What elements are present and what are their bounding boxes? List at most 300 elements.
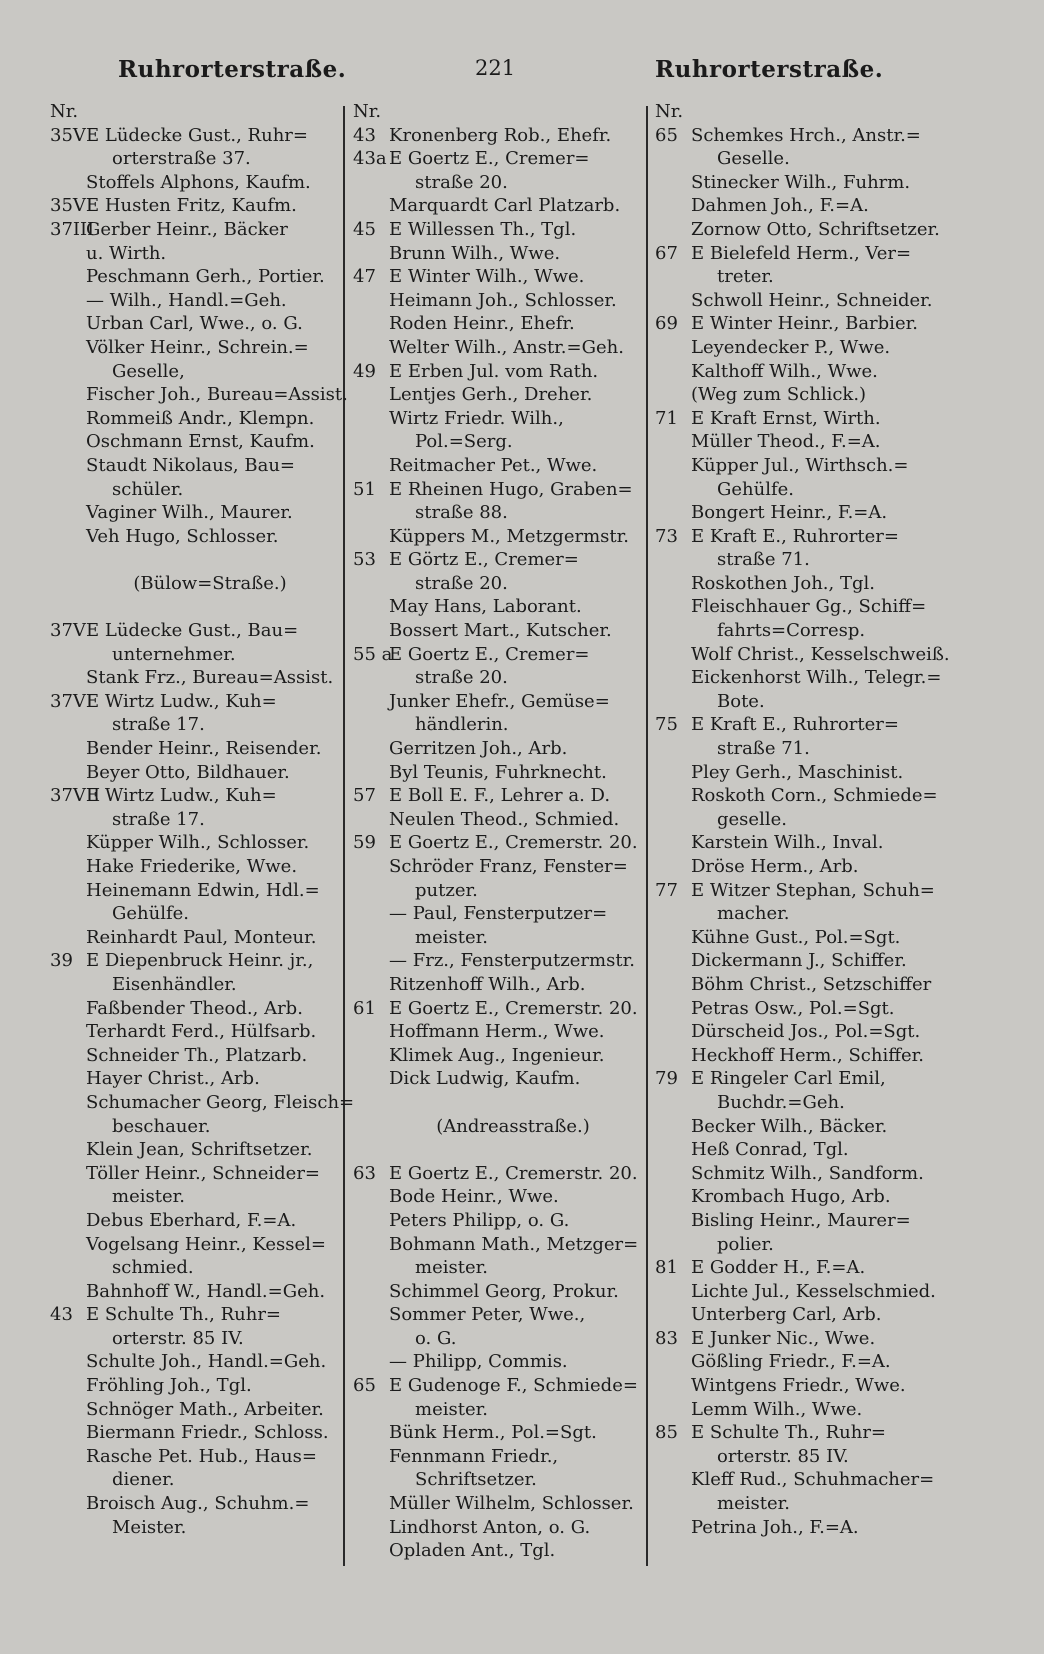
house-number: 35V xyxy=(50,124,86,146)
resident-entry: Heinemann Edwin, Hdl.= xyxy=(86,879,320,901)
list-item xyxy=(353,666,643,690)
list-item xyxy=(655,1280,985,1304)
resident-entry: Fleischhauer Gg., Schiff= xyxy=(691,596,927,618)
list-item xyxy=(50,643,340,667)
resident-entry: Küpper Jul., Wirthsch.= xyxy=(691,454,909,476)
resident-entry: Heß Conrad, Tgl. xyxy=(691,1139,849,1161)
column-divider-2 xyxy=(646,106,648,1566)
list-item xyxy=(50,289,340,313)
list-item xyxy=(353,171,643,195)
list-item xyxy=(655,194,985,218)
house-number: 53 xyxy=(353,549,376,571)
entry-continuation: unternehmer. xyxy=(112,643,236,665)
entry-continuation: straße 20. xyxy=(415,572,508,594)
resident-entry: Junker Ehefr., Gemüse= xyxy=(389,690,610,712)
resident-entry: Petras Osw., Pol.=Sgt. xyxy=(691,997,895,1019)
list-item xyxy=(353,595,643,619)
list-item xyxy=(50,1492,340,1516)
spacer xyxy=(50,548,340,572)
list-item xyxy=(655,360,985,384)
house-entry xyxy=(353,265,643,289)
resident-entry: Roskothen Joh., Tgl. xyxy=(691,572,875,594)
resident-entry: Heckhoff Herm., Schiffer. xyxy=(691,1044,925,1066)
list-item xyxy=(353,1209,643,1233)
house-number: 37V xyxy=(50,620,86,642)
resident-entry: Fröhling Joh., Tgl. xyxy=(86,1375,252,1397)
list-item xyxy=(655,430,985,454)
list-item xyxy=(50,525,340,549)
list-item xyxy=(50,454,340,478)
list-item xyxy=(353,1445,643,1469)
entry-continuation: meister. xyxy=(415,1398,488,1420)
resident-entry: E Witzer Stephan, Schuh= xyxy=(691,879,935,901)
house-number: 67 xyxy=(655,242,678,264)
resident-entry: Dahmen Joh., F.=A. xyxy=(691,195,869,217)
house-number: 37VI xyxy=(50,690,94,712)
house-entry xyxy=(50,949,340,973)
resident-entry: Vogelsang Heinr., Kessel= xyxy=(86,1233,326,1255)
resident-entry: E Ringeler Carl Emil, xyxy=(691,1068,886,1090)
list-item xyxy=(655,1492,985,1516)
resident-entry: E Schulte Th., Ruhr= xyxy=(691,1422,887,1444)
house-entry xyxy=(353,147,643,171)
resident-entry: Leyendecker P., Wwe. xyxy=(691,336,891,358)
resident-entry: E Kraft E., Ruhrorter= xyxy=(691,525,899,547)
list-item xyxy=(655,147,985,171)
list-item xyxy=(655,926,985,950)
resident-entry: E Schulte Th., Ruhr= xyxy=(86,1304,282,1326)
list-item xyxy=(353,383,643,407)
list-item xyxy=(50,1280,340,1304)
directory-column-3 xyxy=(655,100,985,1539)
house-number: 43 xyxy=(50,1304,73,1326)
list-item xyxy=(655,595,985,619)
list-item xyxy=(353,879,643,903)
resident-entry: Schnöger Math., Arbeiter. xyxy=(86,1398,324,1420)
list-item xyxy=(50,1138,340,1162)
list-item xyxy=(50,855,340,879)
list-item xyxy=(655,1162,985,1186)
list-item xyxy=(655,831,985,855)
resident-entry: Eickenhorst Wilh., Telegr.= xyxy=(691,667,942,689)
list-item xyxy=(50,1516,340,1540)
list-item xyxy=(655,1398,985,1422)
list-item xyxy=(353,430,643,454)
resident-entry: E Goertz E., Cremerstr. 20. xyxy=(389,997,638,1019)
house-number: 47 xyxy=(353,266,376,288)
resident-entry: Lichte Jul., Kesselschmied. xyxy=(691,1280,936,1302)
resident-entry: Hayer Christ., Arb. xyxy=(86,1068,260,1090)
resident-entry: Roskoth Corn., Schmiede= xyxy=(691,785,938,807)
resident-entry: Völker Heinr., Schrein.= xyxy=(86,336,309,358)
resident-entry: Dick Ludwig, Kaufm. xyxy=(389,1068,581,1090)
list-item xyxy=(50,1185,340,1209)
resident-entry: Töller Heinr., Schneider= xyxy=(86,1162,320,1184)
resident-entry: Gerritzen Joh., Arb. xyxy=(389,738,568,760)
list-item xyxy=(655,1020,985,1044)
list-item xyxy=(50,761,340,785)
entry-continuation: geselle. xyxy=(717,808,787,830)
house-number: 45 xyxy=(353,218,376,240)
list-item xyxy=(655,218,985,242)
entry-continuation: treter. xyxy=(717,266,774,288)
list-item xyxy=(353,572,643,596)
resident-entry: Lemm Wilh., Wwe. xyxy=(691,1398,863,1420)
house-number: 69 xyxy=(655,313,678,335)
list-item xyxy=(655,1374,985,1398)
list-item xyxy=(655,902,985,926)
resident-entry: Peters Philipp, o. G. xyxy=(389,1209,570,1231)
house-entry xyxy=(655,1067,985,1091)
house-entry xyxy=(353,478,643,502)
list-item xyxy=(50,713,340,737)
cross-street-heading: (Andreasstraße.) xyxy=(436,1115,590,1137)
list-item xyxy=(353,619,643,643)
resident-entry: Ritzenhoff Wilh., Arb. xyxy=(389,973,586,995)
entry-continuation: schmied. xyxy=(112,1257,194,1279)
resident-entry: E Godder H., F.=A. xyxy=(691,1257,866,1279)
entry-continuation: straße 17. xyxy=(112,808,205,830)
list-item xyxy=(655,548,985,572)
resident-entry: Broisch Aug., Schuhm.= xyxy=(86,1493,310,1515)
list-item xyxy=(655,336,985,360)
resident-entry: Kühne Gust., Pol.=Sgt. xyxy=(691,926,901,948)
list-item xyxy=(50,1233,340,1257)
list-item xyxy=(353,1516,643,1540)
resident-entry: Gerber Heinr., Bäcker xyxy=(86,218,288,240)
house-entry xyxy=(353,1162,643,1186)
house-entry xyxy=(50,218,340,242)
resident-entry: E Goertz E., Cremer= xyxy=(389,148,590,170)
resident-entry: Welter Wilh., Anstr.=Geh. xyxy=(389,336,624,358)
house-number: 57 xyxy=(353,785,376,807)
resident-entry: Roden Heinr., Ehefr. xyxy=(389,313,575,335)
resident-entry: Schwoll Heinr., Schneider. xyxy=(691,289,933,311)
list-item xyxy=(50,973,340,997)
resident-entry: Bünk Herm., Pol.=Sgt. xyxy=(389,1422,597,1444)
resident-entry: Schimmel Georg, Prokur. xyxy=(389,1280,619,1302)
resident-entry: E Rheinen Hugo, Graben= xyxy=(389,478,633,500)
house-number: 63 xyxy=(353,1162,376,1184)
house-entry xyxy=(353,784,643,808)
resident-entry: E Lüdecke Gust., Bau= xyxy=(86,620,299,642)
list-item xyxy=(655,949,985,973)
house-entry xyxy=(655,1421,985,1445)
resident-entry: E Winter Heinr., Barbier. xyxy=(691,313,918,335)
list-item xyxy=(50,902,340,926)
entry-continuation: Bote. xyxy=(717,690,765,712)
entry-continuation: Gehülfe. xyxy=(112,903,190,925)
house-number: 73 xyxy=(655,525,678,547)
resident-entry: May Hans, Laborant. xyxy=(389,596,582,618)
entry-continuation: beschauer. xyxy=(112,1115,211,1137)
resident-entry: Dickermann J., Schiffer. xyxy=(691,950,907,972)
list-item xyxy=(655,690,985,714)
house-entry xyxy=(353,360,643,384)
list-item xyxy=(353,1185,643,1209)
resident-entry: Beyer Otto, Bildhauer. xyxy=(86,761,290,783)
house-number: 37VII xyxy=(50,785,101,807)
entry-continuation: o. G. xyxy=(415,1327,457,1349)
list-item xyxy=(353,1280,643,1304)
list-item xyxy=(50,666,340,690)
list-item xyxy=(655,501,985,525)
list-item xyxy=(50,1350,340,1374)
list-item xyxy=(655,1209,985,1233)
list-item xyxy=(353,1233,643,1257)
entry-continuation: polier. xyxy=(717,1233,774,1255)
list-item xyxy=(655,1350,985,1374)
resident-entry: Schmitz Wilh., Sandform. xyxy=(691,1162,924,1184)
resident-entry: Klimek Aug., Ingenieur. xyxy=(389,1044,605,1066)
resident-entry: Biermann Friedr., Schloss. xyxy=(86,1422,329,1444)
list-item xyxy=(50,1421,340,1445)
list-item xyxy=(50,997,340,1021)
list-item xyxy=(655,1091,985,1115)
list-item xyxy=(353,973,643,997)
resident-entry: Küpper Wilh., Schlosser. xyxy=(86,832,310,854)
house-entry xyxy=(50,619,340,643)
list-item xyxy=(655,643,985,667)
resident-entry: Petrina Joh., F.=A. xyxy=(691,1516,859,1538)
list-item xyxy=(353,713,643,737)
list-item xyxy=(50,171,340,195)
house-entry xyxy=(50,194,340,218)
resident-entry: Kalthoff Wilh., Wwe. xyxy=(691,360,878,382)
entry-continuation: Meister. xyxy=(112,1516,187,1538)
resident-entry: Brunn Wilh., Wwe. xyxy=(389,242,561,264)
list-item xyxy=(353,1350,643,1374)
resident-entry: Bahnhoff W., Handl.=Geh. xyxy=(86,1280,326,1302)
list-item xyxy=(50,831,340,855)
resident-entry: Krombach Hugo, Arb. xyxy=(691,1186,891,1208)
house-number: 61 xyxy=(353,997,376,1019)
house-number: 83 xyxy=(655,1327,678,1349)
resident-entry: Staudt Nikolaus, Bau= xyxy=(86,454,296,476)
list-item xyxy=(353,1020,643,1044)
list-item xyxy=(50,1115,340,1139)
house-entry xyxy=(655,1256,985,1280)
house-number: 37III xyxy=(50,218,95,240)
resident-entry: Reitmacher Pet., Wwe. xyxy=(389,454,598,476)
directory-column-2 xyxy=(353,100,643,1563)
resident-entry: Lentjes Gerh., Dreher. xyxy=(389,384,593,406)
resident-entry: Hoffmann Herm., Wwe. xyxy=(389,1021,605,1043)
resident-entry: Zornow Otto, Schriftsetzer. xyxy=(691,218,940,240)
resident-entry: Marquardt Carl Platzarb. xyxy=(389,195,621,217)
house-entry xyxy=(655,1327,985,1351)
resident-entry: Bongert Heinr., F.=A. xyxy=(691,502,888,524)
list-item xyxy=(50,407,340,431)
list-item xyxy=(353,242,643,266)
list-item xyxy=(50,1091,355,1115)
house-number: 39 xyxy=(50,950,73,972)
list-item xyxy=(655,855,985,879)
resident-entry: E Görtz E., Cremer= xyxy=(389,549,579,571)
house-entry xyxy=(50,690,340,714)
resident-entry: Müller Theod., F.=A. xyxy=(691,431,881,453)
entry-continuation: Eisenhändler. xyxy=(112,973,237,995)
house-number: 43a xyxy=(353,148,387,170)
resident-entry: Terhardt Ferd., Hülfsarb. xyxy=(86,1021,317,1043)
resident-entry: E Husten Fritz, Kaufm. xyxy=(86,195,297,217)
list-item xyxy=(353,1327,643,1351)
list-item xyxy=(655,572,985,596)
list-item xyxy=(353,926,643,950)
house-entry xyxy=(655,525,985,549)
list-item xyxy=(655,1303,985,1327)
list-item xyxy=(353,1256,643,1280)
house-entry xyxy=(655,242,985,266)
entry-continuation: straße 20. xyxy=(415,667,508,689)
column-label: Nr. xyxy=(50,101,79,122)
list-item xyxy=(50,1044,340,1068)
list-item xyxy=(50,430,340,454)
resident-entry: u. Wirth. xyxy=(86,242,167,264)
resident-entry: — Wilh., Handl.=Geh. xyxy=(86,289,287,311)
entry-continuation: meister. xyxy=(112,1186,185,1208)
house-number: 71 xyxy=(655,407,678,429)
resident-entry: Schumacher Georg, Fleisch= xyxy=(86,1091,355,1113)
house-entry xyxy=(353,124,643,148)
entry-continuation: fahrts=Corresp. xyxy=(717,620,866,642)
resident-entry: Gößling Friedr., F.=A. xyxy=(691,1351,891,1373)
resident-entry: — Paul, Fensterputzer= xyxy=(389,903,608,925)
list-item xyxy=(655,1468,985,1492)
list-item xyxy=(655,1115,985,1139)
list-item xyxy=(50,478,340,502)
list-item xyxy=(50,1327,340,1351)
house-number: 65 xyxy=(655,124,678,146)
resident-entry: Byl Teunis, Fuhrknecht. xyxy=(389,761,607,783)
list-item xyxy=(353,761,643,785)
list-item xyxy=(50,737,340,761)
house-number: 79 xyxy=(655,1068,678,1090)
resident-entry: Kleff Rud., Schuhmacher= xyxy=(691,1469,935,1491)
spacer xyxy=(50,595,340,619)
resident-entry: Hake Friederike, Wwe. xyxy=(86,856,298,877)
list-item xyxy=(353,1398,643,1422)
house-number: 43 xyxy=(353,124,376,146)
resident-entry: Stinecker Wilh., Fuhrm. xyxy=(691,171,911,193)
resident-entry: E Wirtz Ludw., Kuh= xyxy=(86,785,277,807)
resident-entry: Fennmann Friedr., xyxy=(389,1445,559,1467)
list-item xyxy=(50,879,340,903)
directory-column-1 xyxy=(50,100,355,1539)
house-number: 75 xyxy=(655,714,678,736)
column-divider-1 xyxy=(343,106,345,1566)
entry-continuation: straße 71. xyxy=(717,738,810,760)
resident-entry: Veh Hugo, Schlosser. xyxy=(86,525,279,547)
entry-continuation: orterstraße 37. xyxy=(112,148,251,170)
list-item xyxy=(655,666,985,690)
house-entry xyxy=(353,1374,643,1398)
resident-entry: E Goertz E., Cremer= xyxy=(389,643,590,665)
spacer xyxy=(353,1091,643,1115)
resident-entry: E Lüdecke Gust., Ruhr= xyxy=(86,124,308,146)
resident-entry: E Winter Wilh., Wwe. xyxy=(389,266,585,288)
house-number: 59 xyxy=(353,832,376,854)
resident-entry: Peschmann Gerh., Portier. xyxy=(86,266,325,288)
resident-entry: Bender Heinr., Reisender. xyxy=(86,738,322,760)
list-item xyxy=(50,383,348,407)
resident-entry: Schulte Joh., Handl.=Geh. xyxy=(86,1351,327,1373)
resident-entry: — Frz., Fensterputzermstr. xyxy=(389,950,635,972)
house-number: 65 xyxy=(353,1375,376,1397)
list-item xyxy=(655,1516,985,1540)
list-item xyxy=(655,454,985,478)
house-entry xyxy=(353,218,643,242)
resident-entry: Wolf Christ., Kesselschweiß. xyxy=(691,643,950,665)
resident-entry: Kronenberg Rob., Ehefr. xyxy=(389,124,612,146)
list-item xyxy=(50,1162,340,1186)
resident-entry: Schröder Franz, Fenster= xyxy=(389,856,628,877)
resident-entry: Bohmann Math., Metzger= xyxy=(389,1233,639,1255)
list-item xyxy=(353,501,643,525)
list-item xyxy=(50,147,340,171)
resident-entry: E Junker Nic., Wwe. xyxy=(691,1327,876,1349)
resident-entry: Unterberg Carl, Arb. xyxy=(691,1304,882,1326)
house-number: 51 xyxy=(353,478,376,500)
entry-continuation: schüler. xyxy=(112,478,184,500)
resident-entry: E Erben Jul. vom Rath. xyxy=(389,360,599,382)
list-item xyxy=(655,808,985,832)
house-number: 35VI xyxy=(50,195,94,217)
list-item xyxy=(655,289,985,313)
list-item xyxy=(50,1020,340,1044)
list-item xyxy=(353,454,643,478)
entry-continuation: straße 20. xyxy=(415,171,508,193)
running-title-right: Ruhrorterstraße. xyxy=(655,56,884,83)
house-entry xyxy=(655,879,985,903)
house-entry xyxy=(50,124,340,148)
house-entry xyxy=(655,713,985,737)
list-item xyxy=(353,336,643,360)
resident-entry: E Wirtz Ludw., Kuh= xyxy=(86,690,277,712)
list-item xyxy=(353,808,643,832)
list-item xyxy=(50,808,340,832)
resident-entry: Schneider Th., Platzarb. xyxy=(86,1044,308,1066)
resident-entry: Schemkes Hrch., Anstr.= xyxy=(691,124,921,146)
list-item xyxy=(655,265,985,289)
resident-entry: E Kraft Ernst, Wirth. xyxy=(691,407,881,429)
list-item xyxy=(353,1539,643,1563)
resident-entry: Faßbender Theod., Arb. xyxy=(86,997,303,1019)
list-item xyxy=(353,855,643,879)
entry-continuation: händlerin. xyxy=(415,714,509,736)
resident-entry: Heimann Joh., Schlosser. xyxy=(389,289,617,311)
house-entry xyxy=(50,784,340,808)
list-item xyxy=(655,761,985,785)
list-item xyxy=(655,171,985,195)
resident-entry: Becker Wilh., Bäcker. xyxy=(691,1115,888,1137)
resident-entry: Bode Heinr., Wwe. xyxy=(389,1186,559,1208)
list-item xyxy=(353,1067,643,1091)
list-item xyxy=(353,690,643,714)
list-item xyxy=(50,242,340,266)
list-item xyxy=(353,1044,643,1068)
entry-continuation: Geselle. xyxy=(717,148,790,170)
resident-entry: Reinhardt Paul, Monteur. xyxy=(86,926,317,948)
house-entry xyxy=(655,312,985,336)
list-item xyxy=(50,1256,340,1280)
resident-entry: E Kraft E., Ruhrorter= xyxy=(691,714,899,736)
list-item xyxy=(353,1421,643,1445)
list-item xyxy=(655,383,985,407)
resident-entry: Wirtz Friedr. Wilh., xyxy=(389,407,564,429)
list-item xyxy=(353,737,643,761)
list-item xyxy=(655,1185,985,1209)
